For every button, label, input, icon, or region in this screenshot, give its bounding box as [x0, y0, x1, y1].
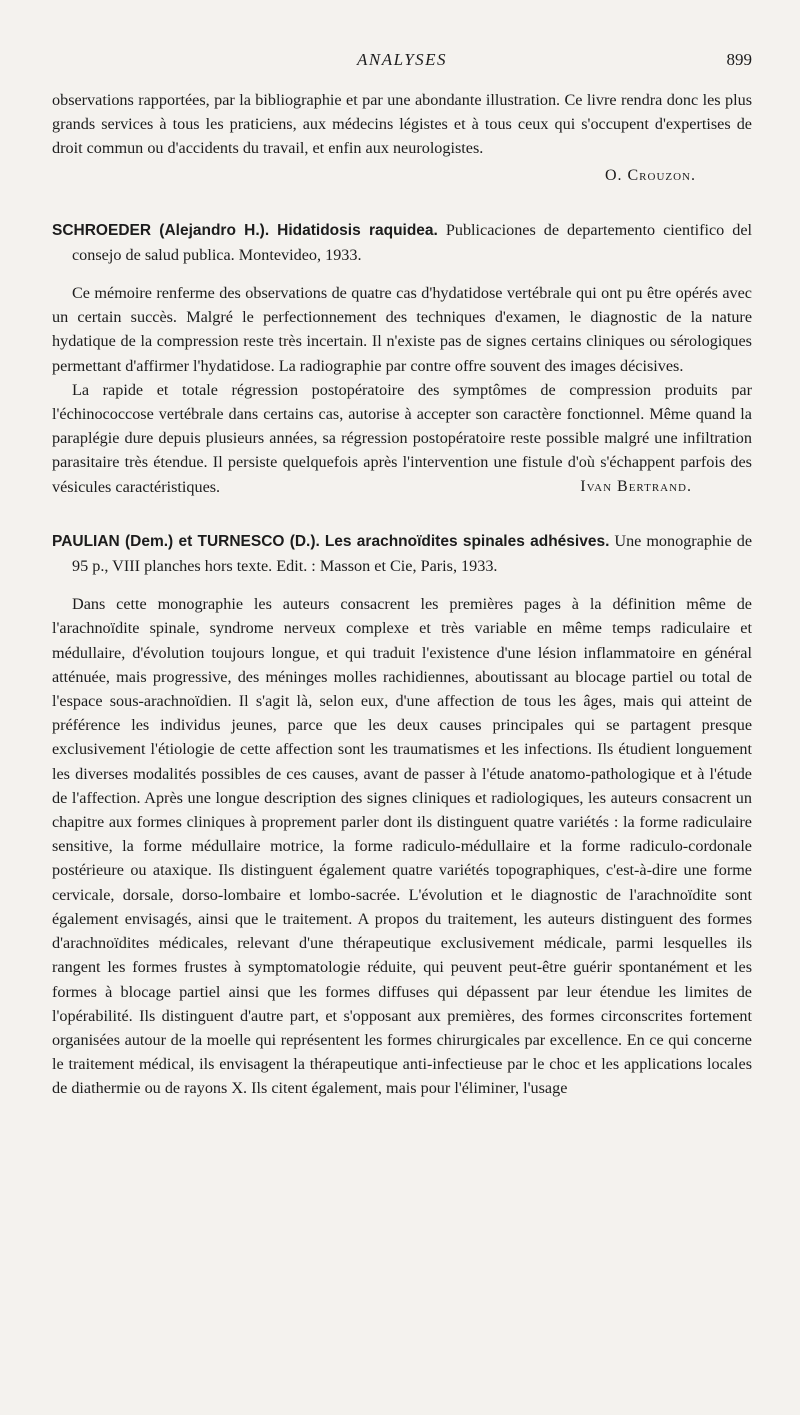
review2-title: Hidatidosis raquidea. — [277, 221, 438, 239]
review2-publication: Publicaciones de departemento cientifico del consejo de salud publica. Montevideo, 1933. — [72, 220, 753, 264]
review2-paragraph-2: La rapide et totale régression postopératoire des symptômes de compression produits par l'échinococcose vertébrale dans certains cas, autorise à accepter son caractère fonctionnel. Même quand la paraplégie dure depuis plusieurs années, sa régression postopératoire reste possible malgré une infiltration parasitaire très étendue. Il persiste quelquefois après l'intervention une fistule d'où s'échappent parfois des vésicules caractéristiques. — [52, 380, 752, 496]
review2-signature: Ivan Bertrand. — [580, 477, 692, 495]
review3-paragraph-1: Dans cette monographie les auteurs consacrent les premières pages à la définition même de l'arachnoïdite spinale, syndrome nerveux complexe et très variable en même temps radiculaire et médullaire, d'évolution toujours longue, et qui traduit l'existence d'une lésion inflammatoire en général atténuée, mais progressive, des méninges molles rachidiennes, aboutissant au blocage partiel ou total de l'espace sous-arachnoïdien. Il s'agit là, selon eux, d'une affection de tous les âges, mais qui atteint de préférence les individus jeunes, parce que les deux causes principales qui se partagent presque exclusivement l'étiologie de cette affection sont les traumatismes et les infections. Ils étudient longuement les diverses modalités possibles de ces causes, avant de passer à l'étude anatomo-pathologique et à l'étude de l'affection. Après une longue description des signes cliniques et radiologiques, les auteurs consacrent un chapitre aux formes cliniques à proprement parler dont ils distinguent quatre variétés : la forme radiculaire sensitive, la forme médullaire motrice, la forme radiculo-médullaire et la forme radiculo-cordonale postérieure ou ataxique. Ils distinguent également quatre variétés topographiques, c'est-à-dire une forme cervicale, dorsale, dorso-lombaire et lombo-sacrée. L'évolution et le diagnostic de l'arachnoïdite sont également envisagés, ainsi que le traitement. A propos du traitement, les auteurs distinguent des formes d'arachnoïdites médicales, relevant d'une thérapeutique exclusivement médicale, parmi lesquelles ils rangent les formes frustes à symptomatologie réduite, qui peuvent peut-être guérir spontanément et les formes à blocage partiel ainsi que les formes diffuses qui dépassent par leur étendue les limites de l'opérabilité. Ils distinguent d'autre part, et s'opposant aux premières, des formes circonscrites fortement organisées autour de la moelle qui représentent les formes chirurgicales par excellence. En ce qui concerne le traitement médical, ils envisagent la thérapeutique anti-infectieuse par le choc et les applications locales de diathermie ou de rayons X. Ils citent également, mais pour l'éliminer, l'usage — [52, 595, 752, 1098]
review2-citation — [52, 218, 752, 267]
page-number: 899 — [726, 50, 752, 69]
review3-publication: Une monographie de 95 p., VIII planches hors texte. Edit. : Masson et Cie, Paris, 1933. — [72, 531, 753, 576]
review3-title: Les arachnoïdites spinales adhésives. — [324, 532, 610, 550]
review2-author: SCHROEDER (Alejandro H.). — [52, 221, 270, 239]
review3-author: PAULIAN (Dem.) et TURNESCO (D.). — [52, 532, 320, 550]
page-header — [52, 50, 752, 76]
review1-signature: O. Crouzon. — [604, 166, 696, 184]
running-head: ANALYSES — [356, 50, 448, 69]
review3-citation — [52, 529, 752, 578]
review2-paragraph-1: Ce mémoire renferme des observations de quatre cas d'hydatidose vertébrale qui ont pu être opérés avec un certain succès. Malgré le perfectionnement des techniques d'examen, le diagnostic de la nature hydatique de la compression reste très incertain. Il n'existe pas de signes certains cliniques ou sérologiques permettant d'affirmer l'hydatidose. La radiographie par contre offre souvent des images décisives. — [52, 284, 752, 375]
review1-continuation: observations rapportées, par la bibliographie et par une abondante illustration. Ce livre rendra donc les plus grands services à tous les praticiens, aux médecins légistes et à tous ceux qui s'occupent d'expertises de droit commun ou d'accidents du travail, et enfin aux neurologistes. — [52, 91, 752, 158]
page-body — [52, 88, 752, 1101]
